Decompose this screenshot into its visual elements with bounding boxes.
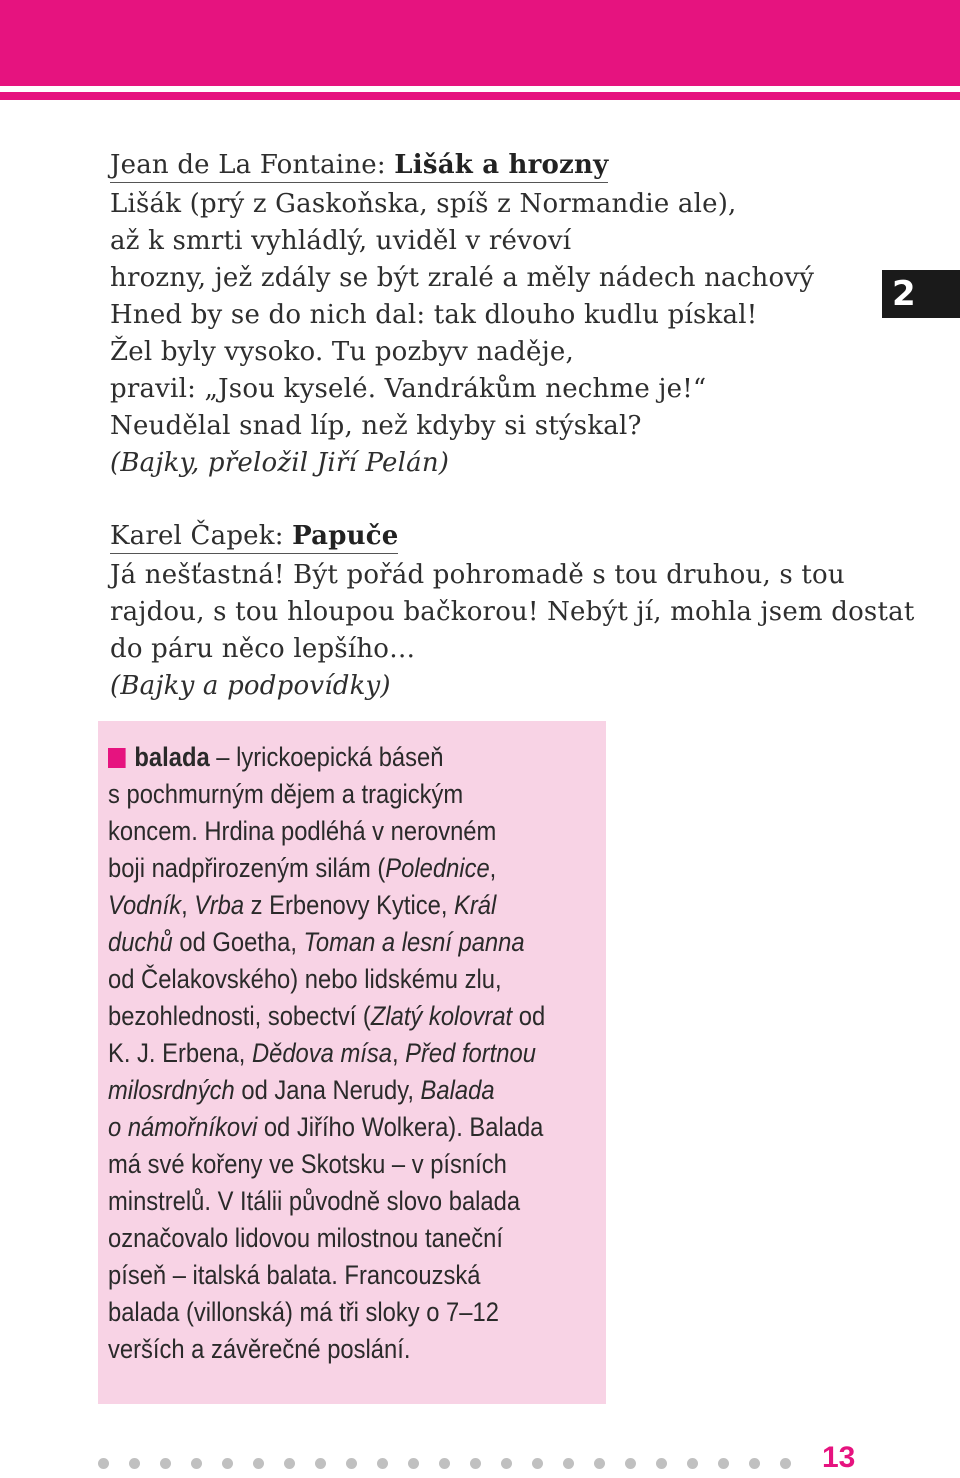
footer-dot [222, 1458, 233, 1469]
footer-dot [129, 1458, 140, 1469]
definition-line: verších a závěrečné poslání. [108, 1334, 411, 1364]
excerpt-author: Jean de La Fontaine: [110, 150, 395, 180]
definition-text [108, 739, 544, 1368]
footer-dot [470, 1458, 481, 1469]
definition-intro: – lyrickoepická báseň [209, 742, 444, 772]
text-run: K. J. Erbena, [108, 1038, 252, 1068]
footer-dot [408, 1458, 419, 1469]
excerpt-title: Lišák a hrozny [394, 150, 609, 180]
work-title: Balada [420, 1075, 495, 1105]
text-run: , [489, 853, 497, 883]
excerpt-source: (Bajky, přeložil Jiří Pelán) [110, 448, 450, 478]
excerpt-heading [110, 519, 398, 554]
definition-line [108, 1072, 544, 1109]
excerpt-author: Karel Čapek: [110, 521, 293, 551]
square-bullet-icon [108, 748, 126, 768]
verse-line: Žel byly vysoko. Tu pozbyv naděje, [110, 337, 574, 367]
chapter-tab: 2 [882, 270, 960, 318]
definition-line: balada (villonská) má tři sloky o 7–12 [108, 1297, 499, 1327]
work-title: Vrba [194, 890, 245, 920]
text-run: bezohlednosti, sobectví ( [108, 1001, 371, 1031]
definition-line: označovalo lidovou milostnou taneční [108, 1223, 503, 1253]
verse-line: Neudělal snad líp, než kdyby si stýskal? [110, 411, 642, 441]
footer-dot [160, 1458, 171, 1469]
footer-dot [284, 1458, 295, 1469]
footer-dot [625, 1458, 636, 1469]
footer-dot [439, 1458, 450, 1469]
prose-line: rajdou, s tou hloupou bačkorou! Nebýt jí, mohla jsem dostat [110, 597, 915, 627]
prose-line: Já nešťastná! Být pořád pohromadě s tou druhou, s tou [110, 560, 845, 590]
text-run: od Jiřího Wolkera). Balada [257, 1112, 544, 1142]
work-title: Dědova mísa [251, 1038, 392, 1068]
verse-line: Hned by se do nich dal: tak dlouho kudlu pískal! [110, 300, 758, 330]
footer-dot [377, 1458, 388, 1469]
header-stripe [0, 92, 960, 100]
header-band [0, 0, 960, 86]
work-title: Zlatý kolovrat [370, 1001, 513, 1031]
verse-line: pravil: „Jsou kyselé. Vandrákům nechme je!“ [110, 374, 707, 404]
definition-line [108, 998, 544, 1035]
text-run: od Jana Nerudy, [234, 1075, 421, 1105]
footer-dot [563, 1458, 574, 1469]
work-title: Toman a lesní panna [303, 927, 525, 957]
excerpt-capek [110, 518, 915, 705]
verse-line: Lišák (prý z Gaskoňska, spíš z Normandie ale), [110, 189, 737, 219]
footer-dot [315, 1458, 326, 1469]
excerpt-source: (Bajky a podpovídky) [110, 671, 391, 701]
excerpt-title: Papuče [292, 521, 399, 551]
definition-line: koncem. Hrdina podléhá v nerovném [108, 816, 497, 846]
footer-dot [718, 1458, 729, 1469]
footer-dot [532, 1458, 543, 1469]
footer-dot [749, 1458, 760, 1469]
work-title: milosrdných [108, 1075, 235, 1105]
definition-line: minstrelů. V Itálii původně slovo balada [108, 1186, 521, 1216]
footer-dot [656, 1458, 667, 1469]
definition-line [108, 739, 544, 776]
footer-dot-row [98, 1458, 791, 1469]
work-title: o námořníkovi [108, 1112, 258, 1142]
text-run: od Goetha, [172, 927, 304, 957]
definition-line [108, 850, 544, 887]
definition-line [108, 924, 544, 961]
definition-line: od Čelakovského) nebo lidskému zlu, [108, 964, 502, 994]
page-number: 13 [822, 1441, 856, 1474]
header-stripe-gap [0, 86, 620, 92]
work-title: Polednice [385, 853, 490, 883]
footer-dot [253, 1458, 264, 1469]
definition-line: s pochmurným dějem a tragickým [108, 779, 464, 809]
text-run: z Erbenovy Kytice, [244, 890, 455, 920]
work-title: Před fortnou [405, 1038, 536, 1068]
text-run: , [391, 1038, 406, 1068]
definition-line: má své kořeny ve Skotsku – v písních [108, 1149, 507, 1179]
text-run: boji nadpřirozeným silám ( [108, 853, 386, 883]
prose-line: do páru něco lepšího… [110, 634, 416, 664]
footer-dot [346, 1458, 357, 1469]
text-run: od [512, 1001, 546, 1031]
definition-line [108, 1109, 544, 1146]
text-run: , [181, 890, 195, 920]
excerpt-fontaine [110, 147, 850, 482]
footer-dot [98, 1458, 109, 1469]
excerpt-heading [110, 148, 608, 183]
footer-dot [191, 1458, 202, 1469]
verse-line: hrozny, jež zdály se být zralé a měly nádech nachový [110, 263, 815, 293]
definition-line [108, 887, 544, 924]
footer-dot [594, 1458, 605, 1469]
footer-dot [687, 1458, 698, 1469]
work-title: Vodník [108, 890, 182, 920]
work-title: Král [454, 890, 497, 920]
definition-line: píseň – italská balata. Francouzská [108, 1260, 481, 1290]
work-title: duchů [108, 927, 173, 957]
footer-dot [780, 1458, 791, 1469]
definition-line [108, 1035, 544, 1072]
footer-dot [501, 1458, 512, 1469]
verse-line: až k smrti vyhládlý, uviděl v révoví [110, 226, 572, 256]
definition-term: balada [134, 742, 210, 772]
